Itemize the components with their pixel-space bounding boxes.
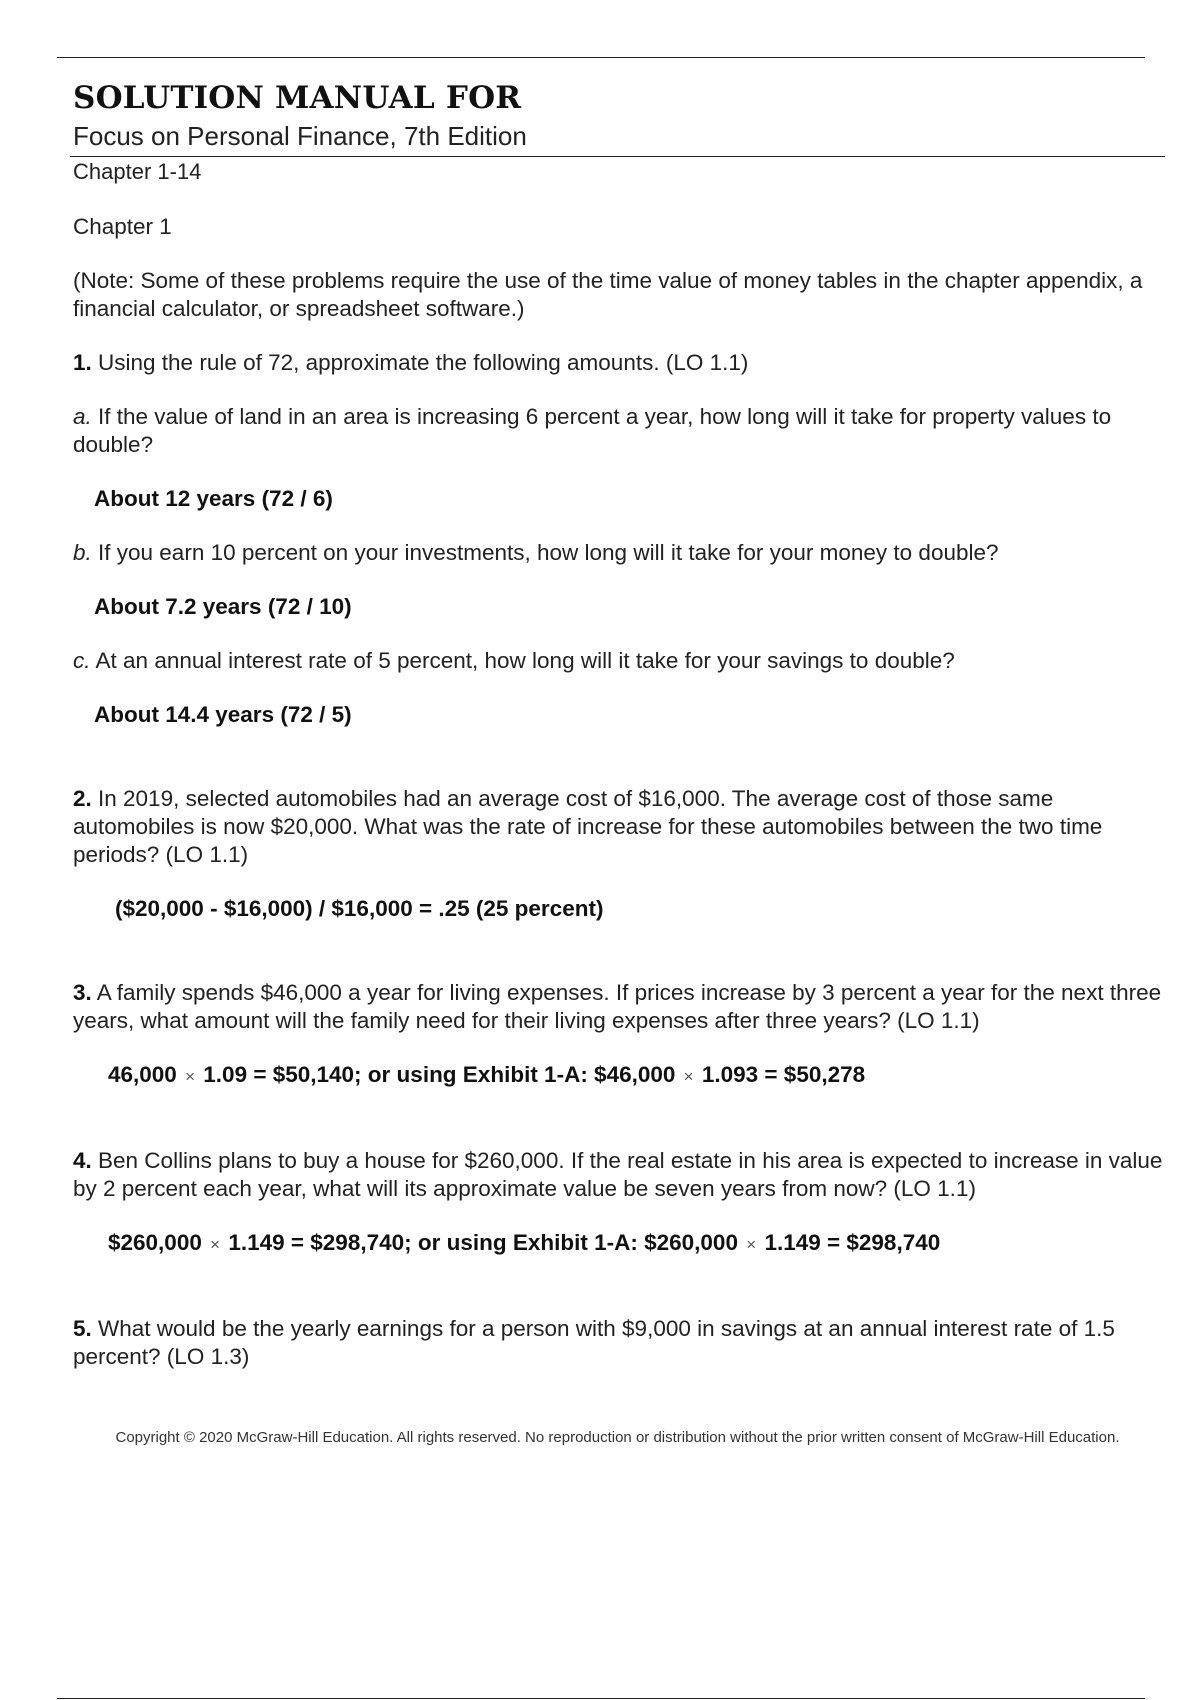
question-5 <box>73 1315 1168 1371</box>
question-4 <box>73 1147 1168 1203</box>
document-subtitle: Focus on Personal Finance, 7th Edition <box>73 121 527 151</box>
answer-segment: 1.09 = $50,140; or using Exhibit 1-A: $46,000 <box>203 1062 676 1087</box>
answer-4 <box>73 1229 1168 1259</box>
part-text: If the value of land in an area is increasing 6 percent a year, how long will it take for property values to double? <box>73 404 1112 457</box>
answer-segment: 1.149 = $298,740; or using Exhibit 1-A: $260,000 <box>228 1230 738 1255</box>
times-symbol: × <box>746 1235 757 1254</box>
question-number: 3. <box>73 980 92 1005</box>
answer-segment: 1.149 = $298,740 <box>764 1230 941 1255</box>
question-number: 2. <box>73 786 92 811</box>
chapter-heading: Chapter 1 <box>73 214 172 239</box>
times-symbol: × <box>185 1067 196 1086</box>
times-symbol: × <box>683 1067 694 1086</box>
question-1b <box>73 539 1168 567</box>
answer-1b: About 7.2 years (72 / 10) <box>94 594 352 619</box>
part-letter: b. <box>73 540 92 565</box>
answer-segment: $260,000 <box>108 1230 202 1255</box>
document-title: SOLUTION MANUAL FOR <box>73 80 522 116</box>
answer-segment: 46,000 <box>108 1062 177 1087</box>
part-letter: c. <box>73 648 91 673</box>
question-text: Using the rule of 72, approximate the following amounts. (LO 1.1) <box>91 350 749 375</box>
answer-2: ($20,000 - $16,000) / $16,000 = .25 (25 percent) <box>115 896 604 921</box>
question-1 <box>73 349 1168 377</box>
bottom-rule <box>57 1698 1145 1699</box>
note-paragraph: (Note: Some of these problems require the use of the time value of money tables in the chapter appendix, a financial calculator, or spreadsheet software.) <box>73 268 1143 321</box>
title-rule <box>70 156 1165 157</box>
question-number: 1. <box>73 350 92 375</box>
part-letter: a. <box>73 404 92 429</box>
question-1c <box>73 647 1168 675</box>
times-symbol: × <box>210 1235 221 1254</box>
question-number: 5. <box>73 1316 92 1341</box>
question-text: A family spends $46,000 a year for living expenses. If prices increase by 3 percent a year for the next three years, what amount will the family need for their living expenses after three years? (LO 1.1) <box>73 980 1162 1033</box>
question-1a <box>73 403 1168 459</box>
question-3 <box>73 979 1168 1035</box>
answer-segment: 1.093 = $50,278 <box>701 1062 866 1087</box>
part-text: At an annual interest rate of 5 percent, how long will it take for your savings to double? <box>90 648 955 673</box>
top-rule <box>57 57 1145 58</box>
question-text: Ben Collins plans to buy a house for $260,000. If the real estate in his area is expected to increase in value by 2 percent each year, what will its approximate value be seven years from now? (LO 1.1) <box>73 1148 1163 1201</box>
page-content <box>73 213 1168 1397</box>
question-2 <box>73 785 1168 869</box>
copyright-notice: Copyright © 2020 McGraw-Hill Education. All rights reserved. No reproduction or distribution without the prior written consent of McGraw-Hill Education. <box>115 1429 1120 1446</box>
answer-1c: About 14.4 years (72 / 5) <box>94 702 352 727</box>
chapter-range: Chapter 1-14 <box>73 159 202 184</box>
part-text: If you earn 10 percent on your investments, how long will it take for your money to double? <box>91 540 999 565</box>
question-number: 4. <box>73 1148 92 1173</box>
question-text: What would be the yearly earnings for a person with $9,000 in savings at an annual interest rate of 1.5 percent? (LO 1.3) <box>73 1316 1115 1369</box>
answer-1a: About 12 years (72 / 6) <box>94 486 333 511</box>
answer-3 <box>73 1061 1168 1091</box>
question-text: In 2019, selected automobiles had an average cost of $16,000. The average cost of those same automobiles is now $20,000. What was the rate of increase for these automobiles between the two time periods? (LO 1.1) <box>73 786 1103 867</box>
